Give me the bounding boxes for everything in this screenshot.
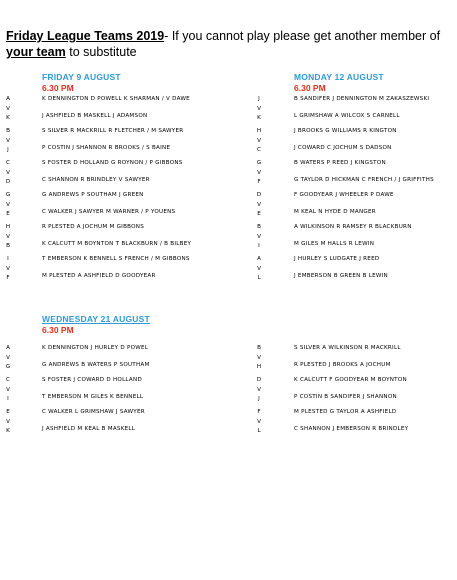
matchup-letter: B (257, 345, 261, 351)
wednesday-title: WEDNESDAY 21 AUGUST (42, 314, 150, 324)
monday-title: MONDAY 12 AUGUST (294, 72, 384, 82)
fixture-matchup-label (255, 255, 263, 284)
monday-time: 6.30 PM (294, 83, 326, 93)
fixture-team: C WALKER L GRIMSHAW J SAWYER (42, 409, 145, 415)
fixture-matchup-label (255, 376, 263, 405)
fixture-team: B SANDIFER J DENNINGTON M ZAKASZEWSKI (294, 96, 430, 102)
fixture-team: M PLESTED A ASHFIELD D GOODYEAR (42, 273, 156, 279)
fixture-team: J COWARD C JOCHUM S DADSON (294, 145, 392, 151)
heading-text-2: to substitute (65, 45, 137, 59)
matchup-letter: V (257, 265, 261, 272)
fixture-team: S FOSTER D HOLLAND G ROYNON / P GIBBONS (42, 160, 183, 166)
matchup-letter: F (257, 179, 261, 185)
fixture-team: C SHANNON R BRINDLEY V SAWYER (42, 177, 150, 183)
fixture-team: P COSTIN B SANDIFER J SHANNON (294, 394, 397, 400)
fixture-matchup-label (4, 191, 12, 220)
matchup-letter: V (257, 137, 261, 144)
fixture-matchup-label (4, 127, 12, 156)
fixture-matchup-label (4, 344, 12, 373)
matchup-letter: C (6, 377, 10, 383)
fixture-team: K CALCUTT F GOODYEAR M BOYNTON (294, 377, 407, 383)
matchup-letter: E (257, 211, 261, 217)
fixture-team: G TAYLOR D HICKMAN C FRENCH / J GRIFFITHS (294, 177, 434, 183)
fixture-team: T EMBERSON M GILES K BENNELL (42, 394, 144, 400)
fixture-team: L GRIMSHAW A WILCOX S CARNELL (294, 113, 400, 119)
matchup-letter: K (6, 115, 10, 121)
matchup-letter: V (257, 169, 261, 176)
fixture-team: A WILKINSON R RAMSEY R BLACKBURN (294, 224, 412, 230)
fixture-team: G ANDREWS P SOUTHAM J GREEN (42, 192, 144, 198)
matchup-letter: D (256, 377, 262, 383)
matchup-letter: C (257, 147, 261, 153)
matchup-letter: G (256, 160, 262, 166)
fixture-team: R PLESTED A JOCHUM M GIBBONS (42, 224, 145, 230)
fixture-matchup-label (4, 408, 12, 437)
fixture-matchup-label (255, 344, 263, 373)
fixture-matchup-label (255, 159, 263, 188)
fixture-team: J ASHFIELD M KEAL B MASKELL (42, 426, 136, 432)
matchup-letter: J (258, 396, 260, 402)
fixture-team: J EMBERSON B GREEN B LEWIN (294, 273, 388, 279)
matchup-letter: V (6, 169, 10, 176)
fixture-team: M GILES M HALLS R LEWIN (294, 241, 375, 247)
matchup-letter: B (257, 224, 261, 230)
matchup-letter: V (257, 201, 261, 208)
heading-text-1: - If you cannot play please get another member of (164, 29, 441, 43)
matchup-letter: H (256, 128, 262, 134)
matchup-letter: A (6, 345, 10, 351)
matchup-letter: I (258, 243, 260, 249)
fixture-team: S SILVER A WILKINSON R MACKRILL (294, 345, 401, 351)
matchup-letter: V (6, 137, 10, 144)
matchup-letter: K (257, 115, 261, 121)
matchup-letter: L (257, 275, 261, 281)
fixture-matchup-label (255, 127, 263, 156)
matchup-letter: I (7, 396, 9, 402)
fixture-team: B WATERS P REED J KINGSTON (294, 160, 386, 166)
matchup-letter: B (6, 128, 10, 134)
fixture-team: K DENNINGTON D POWELL K SHARMAN / V DAWE (42, 96, 190, 102)
fixture-matchup-label (4, 223, 12, 252)
matchup-letter: J (258, 96, 260, 102)
fixture-team: S FOSTER J COWARD D HOLLAND (42, 377, 142, 383)
fixture-team: J ASHFIELD B MASKELL J ADAMSON (42, 113, 148, 119)
fixture-matchup-label (255, 408, 263, 437)
matchup-letter: V (257, 105, 261, 112)
matchup-letter: V (6, 354, 10, 361)
matchup-letter: V (6, 233, 10, 240)
fixture-team: C WALKER J SAWYER M WARNER / P YOUENS (42, 209, 176, 215)
matchup-letter: C (6, 160, 10, 166)
matchup-letter: L (257, 428, 261, 434)
fixture-team: S SILVER R MACKRILL R FLETCHER / M SAWYER (42, 128, 184, 134)
matchup-letter: D (5, 179, 11, 185)
fixture-team: T EMBERSON K BENNELL S FRENCH / M GIBBONS (42, 256, 190, 262)
friday-time: 6.30 PM (42, 83, 74, 93)
fixture-team: J BROOKS G WILLIAMS R KINGTON (294, 128, 397, 134)
matchup-letter: G (5, 192, 11, 198)
fixture-team: G ANDREWS B WATERS P SOUTHAM (42, 362, 150, 368)
fixture-team: F GOODYEAR J WHEELER P DAWE (294, 192, 394, 198)
matchup-letter: V (6, 201, 10, 208)
matchup-letter: D (256, 192, 262, 198)
matchup-letter: E (6, 211, 10, 217)
matchup-letter: F (257, 409, 261, 415)
fixture-matchup-label (4, 95, 12, 124)
matchup-letter: J (7, 147, 9, 153)
matchup-letter: V (257, 386, 261, 393)
matchup-letter: V (6, 386, 10, 393)
fixture-team: K CALCUTT M BOYNTON T BLACKBURN / B BILBEY (42, 241, 192, 247)
fixture-team: K DENNINGTON J HURLEY D POWEL (42, 345, 149, 351)
matchup-letter: B (6, 243, 10, 249)
matchup-letter: K (6, 428, 10, 434)
wednesday-time: 6.30 PM (42, 325, 74, 335)
matchup-letter: V (6, 265, 10, 272)
matchup-letter: V (257, 233, 261, 240)
heading-emphasis: your team (6, 45, 66, 59)
fixture-matchup-label (255, 223, 263, 252)
matchup-letter: I (7, 256, 9, 262)
matchup-letter: H (256, 364, 262, 370)
friday-title: FRIDAY 9 AUGUST (42, 72, 121, 82)
matchup-letter: V (6, 418, 10, 425)
matchup-letter: V (257, 418, 261, 425)
matchup-letter: A (6, 96, 10, 102)
fixture-team: P COSTIN J SHANNON R BROOKS / S BAINE (42, 145, 171, 151)
matchup-letter: G (5, 364, 11, 370)
fixture-team: J HURLEY S LUDGATE J REED (294, 256, 380, 262)
matchup-letter: H (5, 224, 11, 230)
fixture-matchup-label (255, 191, 263, 220)
matchup-letter: A (257, 256, 261, 262)
fixture-team: M KEAL N HYDE D MANGER (294, 209, 376, 215)
matchup-letter: E (6, 409, 10, 415)
fixture-matchup-label (4, 376, 12, 405)
fixture-team: M PLESTED G TAYLOR A ASHFIELD (294, 409, 397, 415)
page-heading (6, 28, 454, 60)
matchup-letter: V (6, 105, 10, 112)
fixture-matchup-label (255, 95, 263, 124)
document-title: Friday League Teams 2019 (6, 29, 165, 43)
fixture-team: R PLESTED J BROOKS A JOCHUM (294, 362, 391, 368)
fixture-matchup-label (4, 255, 12, 284)
matchup-letter: V (257, 354, 261, 361)
fixture-matchup-label (4, 159, 12, 188)
fixture-team: C SHANNON J EMBERSON R BRINDLEY (294, 426, 409, 432)
matchup-letter: F (6, 275, 10, 281)
